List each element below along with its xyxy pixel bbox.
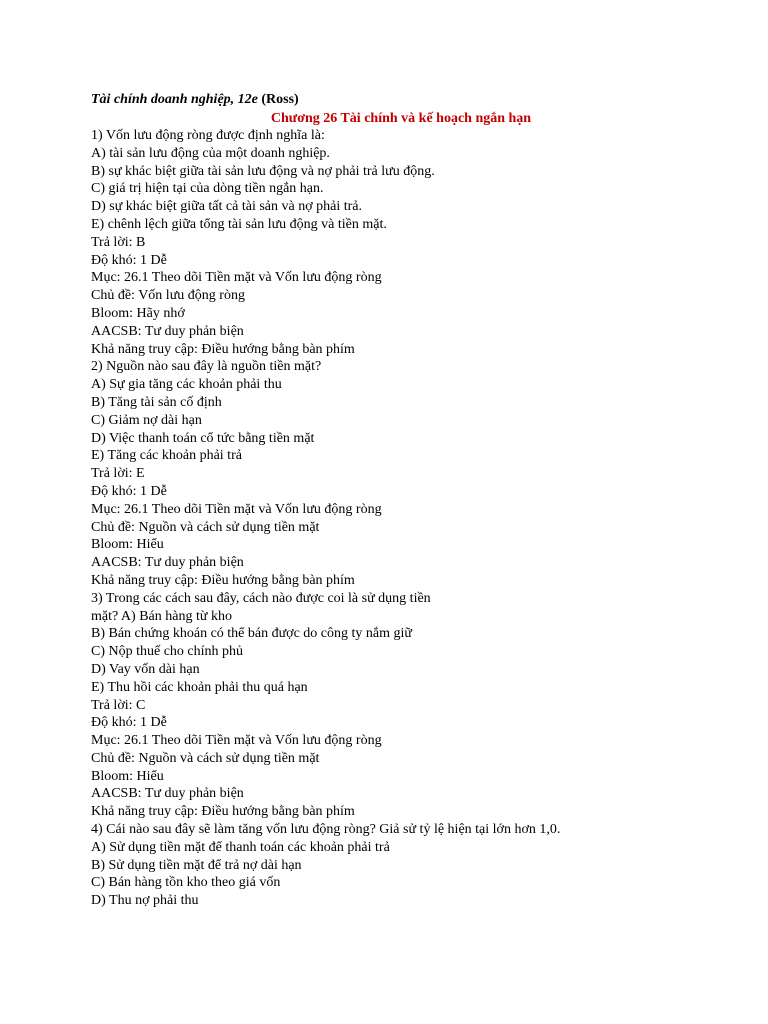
- text-line: B) Tăng tài sản cố định: [91, 394, 222, 410]
- text-line: mặt? A) Bán hàng từ kho: [91, 608, 232, 624]
- text-line: B) sự khác biệt giữa tài sản lưu động và nợ phải trả lưu động.: [91, 163, 435, 179]
- question-list: [91, 127, 711, 910]
- text-line: E) Thu hồi các khoản phải thu quá hạn: [91, 679, 308, 695]
- text-line: Khả năng truy cập: Điều hướng bằng bàn phím: [91, 572, 355, 588]
- document-header: [91, 90, 711, 110]
- book-title: Tài chính doanh nghiệp, 12e: [91, 92, 258, 107]
- text-line: AACSB: Tư duy phản biện: [91, 555, 244, 571]
- text-line: Trả lời: C: [91, 697, 146, 713]
- text-line: B) Sử dụng tiền mặt để trả nợ dài hạn: [91, 857, 302, 873]
- text-line: Bloom: Hiểu: [91, 537, 164, 553]
- text-line: D) Vay vốn dài hạn: [91, 661, 200, 677]
- text-line: E) Tăng các khoản phải trả: [91, 448, 242, 464]
- text-line: Chủ đề: Vốn lưu động ròng: [91, 288, 245, 304]
- text-line: B) Bán chứng khoán có thể bán được do công ty nắm giữ: [91, 626, 412, 642]
- text-line: C) Nộp thuế cho chính phủ: [91, 644, 244, 660]
- text-line: 1) Vốn lưu động ròng được định nghĩa là:: [91, 128, 325, 143]
- text-line: Khả năng truy cập: Điều hướng bằng bàn phím: [91, 341, 355, 357]
- text-line: A) tài sản lưu động của một doanh nghiệp.: [91, 145, 330, 161]
- text-line: 2) Nguồn nào sau đây là nguồn tiền mặt?: [91, 359, 322, 375]
- text-line: Bloom: Hiểu: [91, 768, 164, 784]
- text-line: Chủ đề: Nguồn và cách sử dụng tiền mặt: [91, 750, 320, 766]
- text-line: Mục: 26.1 Theo dõi Tiền mặt và Vốn lưu động ròng: [91, 733, 382, 749]
- text-line: Mục: 26.1 Theo dõi Tiền mặt và Vốn lưu động ròng: [91, 501, 382, 517]
- text-line: C) Giảm nợ dài hạn: [91, 412, 202, 428]
- text-line: A) Sử dụng tiền mặt để thanh toán các khoản phải trả: [91, 839, 390, 855]
- document-page: [91, 90, 711, 910]
- text-line: Trả lời: B: [91, 234, 146, 250]
- text-line: A) Sự gia tăng các khoản phải thu: [91, 377, 282, 393]
- chapter-title: Chương 26 Tài chính và kế hoạch ngắn hạn: [270, 111, 532, 126]
- text-line: Mục: 26.1 Theo dõi Tiền mặt và Vốn lưu động ròng: [91, 270, 382, 286]
- text-line: Độ khó: 1 Dễ: [91, 483, 167, 499]
- text-line: AACSB: Tư duy phản biện: [91, 786, 244, 802]
- text-line: Bloom: Hãy nhớ: [91, 305, 185, 321]
- text-line: 4) Cái nào sau đây sẽ làm tăng vốn lưu động ròng? Giả sử tỷ lệ hiện tại lớn hơn 1,0.: [91, 822, 561, 838]
- book-author: (Ross): [261, 92, 299, 107]
- text-line: Độ khó: 1 Dễ: [91, 252, 167, 268]
- text-line: AACSB: Tư duy phản biện: [91, 323, 244, 339]
- text-line: Độ khó: 1 Dễ: [91, 715, 167, 731]
- text-line: 3) Trong các cách sau đây, cách nào được coi là sử dụng tiền: [91, 590, 431, 606]
- text-line: Chủ đề: Nguồn và cách sử dụng tiền mặt: [91, 519, 320, 535]
- text-line: D) Thu nợ phải thu: [91, 893, 199, 909]
- text-line: D) sự khác biệt giữa tất cả tài sản và nợ phải trả.: [91, 199, 362, 215]
- text-line: Trả lời: E: [91, 466, 145, 482]
- text-line: D) Việc thanh toán cổ tức bằng tiền mặt: [91, 430, 315, 446]
- text-line: C) giá trị hiện tại của dòng tiền ngắn hạn.: [91, 181, 324, 197]
- text-line: E) chênh lệch giữa tổng tài sản lưu động và tiền mặt.: [91, 216, 387, 232]
- text-line: C) Bán hàng tồn kho theo giá vốn: [91, 875, 281, 891]
- text-line: Khả năng truy cập: Điều hướng bằng bàn phím: [91, 804, 355, 820]
